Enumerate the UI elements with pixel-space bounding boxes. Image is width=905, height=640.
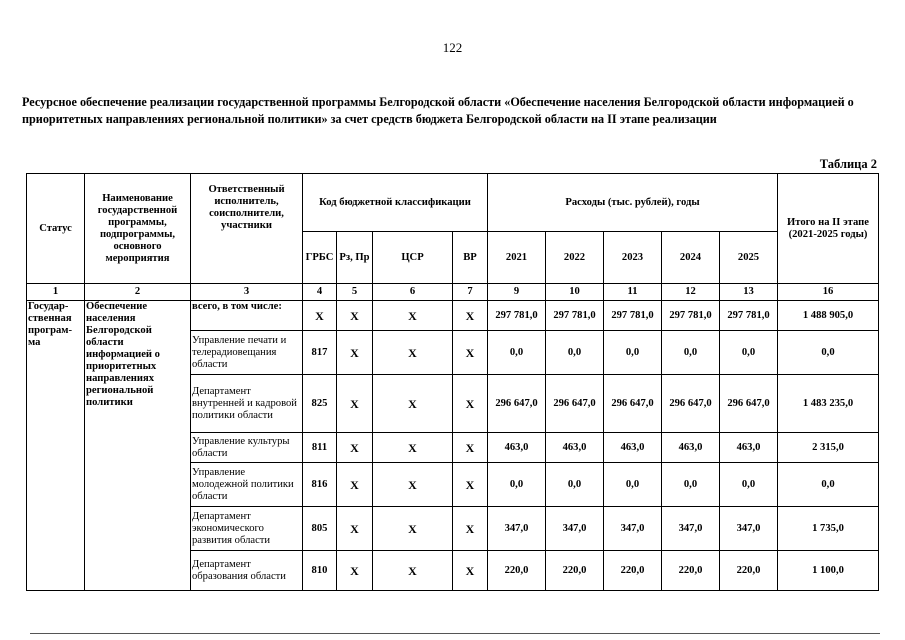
value-2023-cell: 220,0	[604, 551, 662, 591]
value-2022-cell: 0,0	[546, 463, 604, 507]
csr-cell: Х	[373, 507, 453, 551]
csr-cell: Х	[373, 375, 453, 433]
grbs-cell: 811	[303, 433, 337, 463]
rzpr-cell: Х	[337, 551, 373, 591]
rzpr-cell: Х	[337, 301, 373, 331]
responsible-cell: Управление печати и телерадиовещания области	[191, 331, 303, 375]
value-2021-cell: 0,0	[488, 463, 546, 507]
grbs-cell: 817	[303, 331, 337, 375]
vr-cell: Х	[453, 463, 488, 507]
table-caption: Таблица 2	[819, 157, 877, 171]
value-2022-cell: 220,0	[546, 551, 604, 591]
value-2022-cell: 0,0	[546, 331, 604, 375]
value-2024-cell: 463,0	[662, 433, 720, 463]
header-status: Статус	[27, 174, 85, 284]
vr-cell: Х	[453, 507, 488, 551]
column-number: 5	[337, 284, 373, 301]
header-vr: ВР	[453, 232, 488, 284]
column-number: 3	[191, 284, 303, 301]
column-number: 11	[604, 284, 662, 301]
value-2024-cell: 0,0	[662, 463, 720, 507]
value-2025-cell: 297 781,0	[720, 301, 778, 331]
header-name: Наименование государственной программы, подпрограммы, основного мероприятия	[85, 174, 191, 284]
csr-cell: Х	[373, 433, 453, 463]
total-cell: 1 735,0	[778, 507, 879, 551]
value-2021-cell: 0,0	[488, 331, 546, 375]
header-year-2023: 2023	[604, 232, 662, 284]
column-number: 10	[546, 284, 604, 301]
value-2021-cell: 220,0	[488, 551, 546, 591]
value-2025-cell: 220,0	[720, 551, 778, 591]
responsible-cell: Управление молодежной политики области	[191, 463, 303, 507]
rzpr-cell: Х	[337, 507, 373, 551]
responsible-cell: Управление культуры области	[191, 433, 303, 463]
value-2022-cell: 347,0	[546, 507, 604, 551]
status-cell: Государ-ственная програм-ма	[27, 301, 85, 591]
csr-cell: Х	[373, 331, 453, 375]
value-2023-cell: 297 781,0	[604, 301, 662, 331]
column-number: 13	[720, 284, 778, 301]
page-number: 122	[442, 40, 463, 55]
value-2024-cell: 296 647,0	[662, 375, 720, 433]
header-total: Итого на II этапе (2021-2025 годы)	[778, 174, 879, 284]
column-number: 2	[85, 284, 191, 301]
value-2022-cell: 296 647,0	[546, 375, 604, 433]
rzpr-cell: Х	[337, 463, 373, 507]
value-2025-cell: 0,0	[720, 463, 778, 507]
column-number: 4	[303, 284, 337, 301]
total-cell: 1 483 235,0	[778, 375, 879, 433]
responsible-cell: Департамент образования области	[191, 551, 303, 591]
column-number: 7	[453, 284, 488, 301]
budget-table	[26, 173, 879, 591]
value-2023-cell: 347,0	[604, 507, 662, 551]
value-2025-cell: 347,0	[720, 507, 778, 551]
responsible-cell: всего, в том числе:	[191, 301, 303, 331]
value-2025-cell: 463,0	[720, 433, 778, 463]
responsible-cell: Департамент экономического развития области	[191, 507, 303, 551]
csr-cell: Х	[373, 301, 453, 331]
value-2021-cell: 297 781,0	[488, 301, 546, 331]
value-2023-cell: 0,0	[604, 463, 662, 507]
total-cell: 2 315,0	[778, 433, 879, 463]
grbs-cell: 810	[303, 551, 337, 591]
grbs-cell: 816	[303, 463, 337, 507]
header-csr: ЦСР	[373, 232, 453, 284]
value-2021-cell: 347,0	[488, 507, 546, 551]
value-2022-cell: 463,0	[546, 433, 604, 463]
rzpr-cell: Х	[337, 331, 373, 375]
header-year-2022: 2022	[546, 232, 604, 284]
value-2021-cell: 463,0	[488, 433, 546, 463]
value-2023-cell: 0,0	[604, 331, 662, 375]
header-expenses: Расходы (тыс. рублей), годы	[488, 174, 778, 232]
rzpr-cell: Х	[337, 375, 373, 433]
vr-cell: Х	[453, 433, 488, 463]
header-year-2021: 2021	[488, 232, 546, 284]
header-grbs: ГРБС	[303, 232, 337, 284]
total-cell: 0,0	[778, 331, 879, 375]
header-budget-code: Код бюджетной классификации	[303, 174, 488, 232]
value-2021-cell: 296 647,0	[488, 375, 546, 433]
program-name-cell: Обеспечение населения Белгородской области информацией о приоритетных направлениях региональной политики	[85, 301, 191, 591]
vr-cell: Х	[453, 301, 488, 331]
grbs-cell: Х	[303, 301, 337, 331]
total-cell: 1 100,0	[778, 551, 879, 591]
header-responsible: Ответственный исполнитель, соисполнители, участники	[191, 174, 303, 284]
column-number: 16	[778, 284, 879, 301]
column-number: 9	[488, 284, 546, 301]
header-year-2024: 2024	[662, 232, 720, 284]
value-2023-cell: 296 647,0	[604, 375, 662, 433]
grbs-cell: 805	[303, 507, 337, 551]
total-cell: 0,0	[778, 463, 879, 507]
value-2024-cell: 347,0	[662, 507, 720, 551]
value-2024-cell: 0,0	[662, 331, 720, 375]
header-rzpr: Рз, Пр	[337, 232, 373, 284]
value-2023-cell: 463,0	[604, 433, 662, 463]
page-bottom-rule	[30, 633, 880, 634]
column-number: 12	[662, 284, 720, 301]
grbs-cell: 825	[303, 375, 337, 433]
value-2025-cell: 0,0	[720, 331, 778, 375]
csr-cell: Х	[373, 463, 453, 507]
document-title: Ресурсное обеспечение реализации государственной программы Белгородской области «Обеспечение населения Белгородской области информацией о приоритетных направлениях региональной политики» за счет средств бюджета Белгородской области на II этапе реализации	[22, 95, 854, 126]
vr-cell: Х	[453, 551, 488, 591]
value-2025-cell: 296 647,0	[720, 375, 778, 433]
value-2024-cell: 220,0	[662, 551, 720, 591]
column-number: 6	[373, 284, 453, 301]
vr-cell: Х	[453, 375, 488, 433]
rzpr-cell: Х	[337, 433, 373, 463]
table-row	[27, 301, 879, 331]
responsible-cell: Департамент внутренней и кадровой политики области	[191, 375, 303, 433]
column-number: 1	[27, 284, 85, 301]
value-2022-cell: 297 781,0	[546, 301, 604, 331]
vr-cell: Х	[453, 331, 488, 375]
column-number-row	[27, 284, 879, 301]
csr-cell: Х	[373, 551, 453, 591]
total-cell: 1 488 905,0	[778, 301, 879, 331]
value-2024-cell: 297 781,0	[662, 301, 720, 331]
header-year-2025: 2025	[720, 232, 778, 284]
